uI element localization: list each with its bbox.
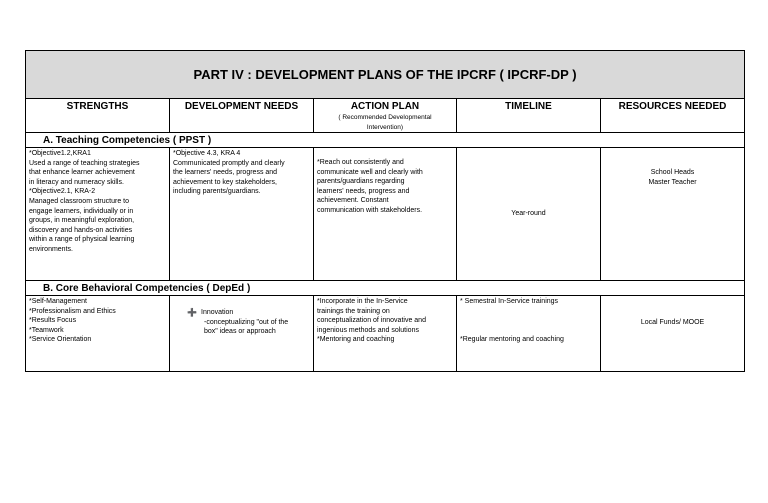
text-line: within a range of physical learning xyxy=(29,236,135,244)
header-timeline: TIMELINE xyxy=(457,99,601,133)
spacer xyxy=(460,307,597,317)
section-a-action-plan xyxy=(314,148,457,281)
text-line: *Reach out consistently and xyxy=(317,159,404,166)
text-line: *Professionalism and Ethics xyxy=(29,307,116,315)
text-line: * Semestral In-Service trainings xyxy=(460,298,559,305)
text-line: *Objective1.2,KRA1 xyxy=(29,150,91,157)
text-line: *Service Orientation xyxy=(29,336,92,344)
text-line: that enhance learner achievement xyxy=(29,169,135,177)
text-line: Master Teacher xyxy=(648,178,697,186)
text-line: achievement. Constant xyxy=(317,197,389,205)
spacer xyxy=(460,316,597,326)
text-line: *Objective2.1, KRA-2 xyxy=(29,188,96,196)
text-line: communication with stakeholders. xyxy=(317,206,423,214)
section-a-strengths xyxy=(26,148,170,281)
text-line: communicate well and clearly with xyxy=(317,168,423,176)
header-action-plan-label: ACTION PLAN xyxy=(350,101,420,112)
text-line: ingenious methods and solutions xyxy=(317,326,419,334)
ipcrf-document xyxy=(25,50,744,372)
text-line: Local Funds/ MOOE xyxy=(640,319,705,326)
text-line: achievement to key stakeholders, xyxy=(173,178,277,186)
section-a-resources xyxy=(601,148,745,281)
text-line: *Results Focus xyxy=(29,317,77,325)
text-line: Used a range of teaching strategies xyxy=(29,159,140,167)
text-line: engage learners, individually or in xyxy=(29,207,134,215)
section-b-label: B. Core Behavioral Competencies ( DepEd ) xyxy=(26,281,745,296)
text-line: *Mentoring and coaching xyxy=(317,336,395,344)
text-line: *Objective 4.3, KRA 4 xyxy=(173,150,241,157)
text-line: the learners' needs, progress and xyxy=(173,169,278,177)
text-line: *Regular mentoring and coaching xyxy=(460,336,564,344)
text-line: trainings the training on xyxy=(317,307,390,315)
text-line: conceptualization of innovative and xyxy=(317,317,426,325)
text-line: -conceptualizing "out of the xyxy=(204,318,289,326)
text-line: Managed classroom structure to xyxy=(29,197,129,205)
document-title: PART IV : DEVELOPMENT PLANS OF THE IPCRF ( IPCRF-DP ) xyxy=(26,51,745,99)
text-line: Communicated promptly and clearly xyxy=(173,159,285,167)
text-line: *Teamwork xyxy=(29,326,64,334)
text-line: in literacy and numeracy skills. xyxy=(29,178,124,186)
text-line: *Incorporate in the In-Service xyxy=(317,298,408,305)
section-a-label: A. Teaching Competencies ( PPST ) xyxy=(26,133,745,148)
text-line: School Heads xyxy=(650,169,695,176)
section-b-resources xyxy=(601,296,745,372)
section-b-strengths xyxy=(26,296,170,372)
bullet-label: Innovation xyxy=(201,309,234,316)
section-a-development-needs xyxy=(170,148,314,281)
header-strengths: STRENGTHS xyxy=(26,99,170,133)
text-line: groups, in meaningful exploration, xyxy=(29,217,135,225)
text-line: *Self-Management xyxy=(29,298,87,305)
innovation-bullet xyxy=(173,308,310,318)
section-b-action-plan xyxy=(314,296,457,372)
header-action-plan-sub1: ( Recommended Developmental xyxy=(338,114,432,121)
text-line: discovery and hands-on activities xyxy=(29,226,133,234)
arrow-bullet-icon: ➕ xyxy=(187,308,197,317)
text-line: parents/guardians regarding xyxy=(317,178,405,186)
text-line: Year-round xyxy=(511,210,546,218)
text-line: environments. xyxy=(29,245,73,253)
section-a-timeline xyxy=(457,148,601,281)
section-b-development-needs xyxy=(170,296,314,372)
header-development-needs: DEVELOPMENT NEEDS xyxy=(170,99,314,133)
text-line: box" ideas or approach xyxy=(204,328,276,336)
text-line: including parents/guardians. xyxy=(173,188,261,196)
header-action-plan xyxy=(314,99,457,133)
section-b-timeline xyxy=(457,296,601,372)
header-resources-needed: RESOURCES NEEDED xyxy=(601,99,745,133)
spacer xyxy=(460,326,597,336)
header-action-plan-sub2: Intervention) xyxy=(366,124,404,131)
development-plan-table xyxy=(25,50,745,372)
text-line: learners' needs, progress and xyxy=(317,187,410,195)
